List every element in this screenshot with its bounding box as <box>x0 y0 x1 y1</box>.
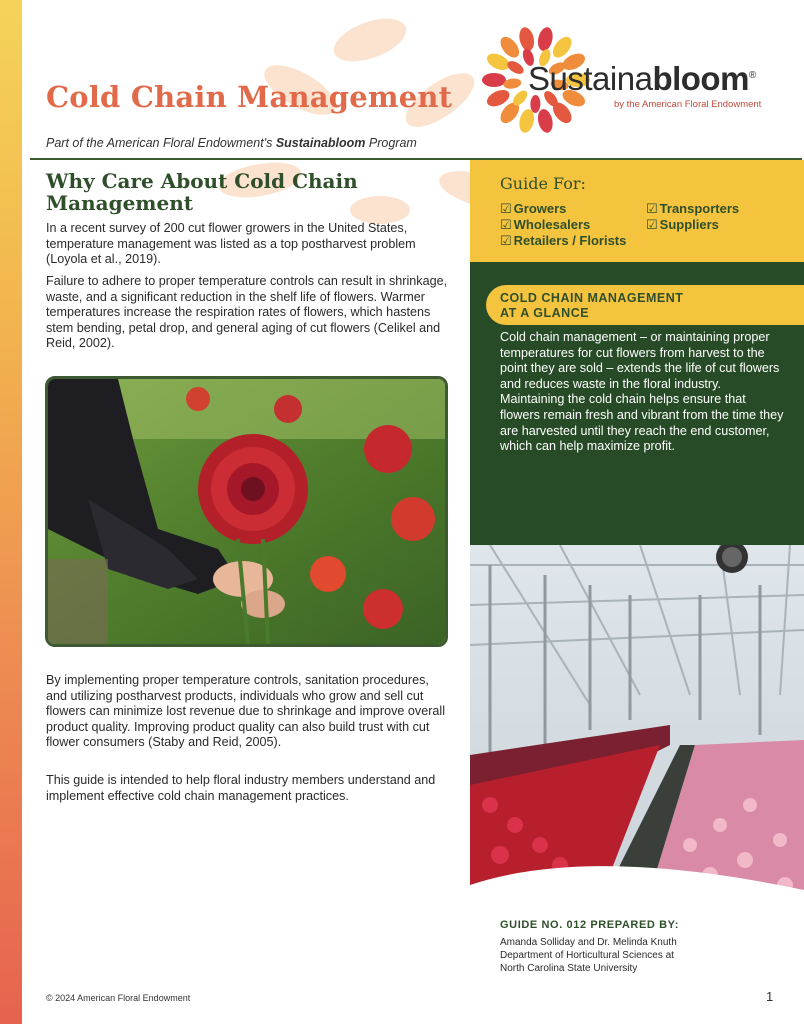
subtitle-prefix: Part of the American Floral Endowment's <box>46 136 276 150</box>
guide-for-title: Guide For: <box>500 174 586 193</box>
subtitle-brand: Sustainabloom <box>275 136 366 150</box>
paragraph-survey: In a recent survey of 200 cut flower growers in the United States, temperature management was listed as a top postharvest problem (Loyola et al., 2019). <box>46 221 416 266</box>
greenhouse-photo <box>470 545 804 925</box>
checkmark-icon: ☑ <box>500 233 512 248</box>
zinnia-harvest-photo <box>45 376 448 647</box>
copyright-notice: © 2024 American Floral Endowment <box>46 993 191 1003</box>
author-university: North Carolina State University <box>500 963 638 974</box>
logo-word-regular: Sustaina <box>528 60 653 97</box>
logo-tagline: by the American Floral Endowment <box>614 99 762 110</box>
logo-petal <box>517 26 536 53</box>
logo-petal <box>482 73 506 87</box>
edge-color-strip <box>0 0 22 1024</box>
checkmark-icon: ☑ <box>500 201 512 216</box>
paragraph-failure: Failure to adhere to proper temperature controls can result in shrinkage, waste, and a significant reduction in the shelf life of flowers. Warmer temperatures increase the respiration rates of flowers, which hastens stem bending, petal drop, and general aging of cut flowers (Celikel and Reid, 2002). <box>46 274 448 350</box>
at-a-glance-text: Cold chain management – or maintaining proper temperatures for cut flowers from harvest to the point they are sold – extends the life of cut flowers and reduces waste in the floral industry. Maintaining the cold chain helps ensure that flowers remain fresh and vibrant from the time they are harvested until they reach the end customer, which can help maximize profit. <box>500 330 784 454</box>
program-subtitle <box>46 136 417 150</box>
guide-item-suppliers: ☑ Suppliers <box>646 217 719 232</box>
prepared-by-title: GUIDE NO. 012 PREPARED BY: <box>500 919 680 931</box>
logo-word-bold: bloom <box>652 60 749 97</box>
logo-wordmark <box>528 60 756 98</box>
checkmark-icon: ☑ <box>500 217 512 232</box>
guide-item-growers: ☑ Growers <box>500 201 567 216</box>
guide-item-wholesalers: ☑ Wholesalers <box>500 217 591 232</box>
section-heading: Why Care About Cold Chain Management <box>46 169 358 215</box>
paragraph-implementing: By implementing proper temperature controls, sanitation procedures, and utilizing postharvest products, individuals who grow and sell cut flowers can minimize lost revenue due to shrinkage and improve overall product quality. Improving product quality can also build trust with cut flower consumers (Staby and Reid, 2005). <box>46 673 445 749</box>
subtitle-suffix: Program <box>365 136 417 150</box>
page-title: Cold Chain Management <box>46 80 453 114</box>
paragraph-intended: This guide is intended to help floral industry members understand and implement effective cold chain management practices. <box>46 773 436 803</box>
logo-petal <box>536 26 555 53</box>
logo-petal <box>536 108 555 135</box>
logo-registered-mark: ® <box>748 70 756 81</box>
guide-item-retailers: ☑ Retailers / Florists <box>500 233 627 248</box>
checkmark-icon: ☑ <box>646 201 658 216</box>
page-number: 1 <box>766 989 774 1004</box>
at-a-glance-title: COLD CHAIN MANAGEMENT AT A GLANCE <box>500 291 684 320</box>
checkmark-icon: ☑ <box>646 217 658 232</box>
author-department: Department of Horticultural Sciences at <box>500 950 674 961</box>
guide-item-transporters: ☑ Transporters <box>646 201 740 216</box>
author-names: Amanda Solliday and Dr. Melinda Knuth <box>500 937 677 948</box>
